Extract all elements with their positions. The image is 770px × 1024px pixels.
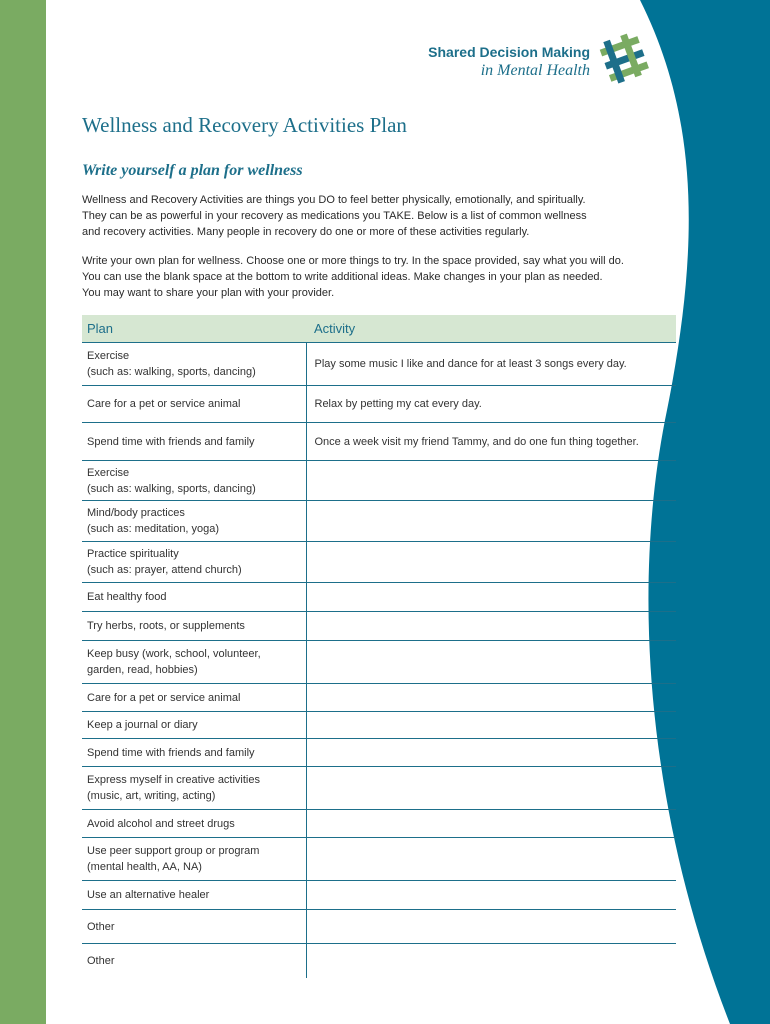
plan-cell-text: Spend time with friends and family (87, 435, 255, 448)
plan-cell (82, 461, 306, 501)
activity-input-cell[interactable] (306, 501, 676, 542)
plan-cell-text: Use an alternative healer (87, 889, 210, 901)
activity-input-cell[interactable] (306, 810, 676, 838)
plan-cell-text: (such as: meditation, yoga) (87, 523, 220, 535)
plan-cell-text: Other (87, 920, 115, 933)
intro-line: Wellness and Recovery Activities are things you DO to feel better physically, emotionally, and spiritually. (82, 194, 586, 206)
plan-cell (82, 910, 306, 944)
plan-table-body (82, 343, 676, 978)
plan-cell (82, 881, 306, 910)
table-row (82, 612, 676, 641)
table-row (82, 542, 676, 583)
table-row (82, 712, 676, 739)
activity-cell-text: Once a week visit my friend Tammy, and do one fun thing together. (314, 435, 639, 448)
plan-cell (82, 767, 306, 810)
table-row (82, 810, 676, 838)
plan-cell-text: (such as: prayer, attend church) (87, 564, 242, 576)
plan-cell (82, 810, 306, 838)
plan-cell (82, 641, 306, 684)
plan-cell-text: Express myself in creative activities (87, 774, 260, 786)
table-row (82, 684, 676, 712)
plan-cell-text: Keep a journal or diary (87, 719, 198, 731)
logo (400, 32, 650, 88)
activity-input-cell[interactable] (306, 739, 676, 767)
logo-line-2: in Mental Health (480, 62, 590, 79)
table-row (82, 501, 676, 542)
activity-input-cell[interactable] (306, 944, 676, 978)
intro-line: They can be as powerful in your recovery as medications you TAKE. Below is a list of common wellness (82, 210, 587, 222)
plan-cell-text: Use peer support group or program (87, 845, 260, 857)
plan-cell (82, 386, 306, 423)
plan-cell-text: (music, art, writing, acting) (87, 790, 216, 802)
example-row (82, 386, 676, 423)
left-accent-bar (0, 0, 46, 1024)
plan-column-header: Plan (82, 315, 306, 343)
activity-cell (306, 343, 676, 386)
intro-paragraph (82, 192, 682, 240)
activity-cell (306, 423, 676, 461)
table-row (82, 767, 676, 810)
plan-cell-text: Spend time with friends and family (87, 746, 255, 759)
table-row (82, 461, 676, 501)
activity-input-cell[interactable] (306, 612, 676, 641)
table-row (82, 583, 676, 612)
activity-input-cell[interactable] (306, 542, 676, 583)
example-row (82, 423, 676, 461)
plan-cell (82, 343, 306, 386)
plan-cell (82, 838, 306, 881)
woven-square-icon (598, 32, 650, 84)
plan-cell-text: Mind/body practices (87, 507, 185, 519)
plan-cell-text: Eat healthy food (87, 591, 167, 603)
plan-cell (82, 612, 306, 641)
activity-cell-text: Play some music I like and dance for at least 3 songs every day. (314, 358, 627, 370)
plan-table (82, 315, 676, 978)
activity-input-cell[interactable] (306, 461, 676, 501)
instructions-line: You can use the blank space at the bottom to write additional ideas. Make changes in your plan as needed. (82, 271, 603, 283)
activity-input-cell[interactable] (306, 641, 676, 684)
table-row (82, 641, 676, 684)
activity-cell-text: Relax by petting my cat every day. (314, 398, 482, 410)
plan-cell-text: (mental health, AA, NA) (87, 861, 202, 873)
plan-cell-text: (such as: walking, sports, dancing) (87, 366, 256, 378)
table-row (82, 838, 676, 881)
table-row (82, 910, 676, 944)
plan-cell (82, 542, 306, 583)
plan-cell-text: Practice spirituality (87, 548, 179, 560)
plan-cell (82, 684, 306, 712)
plan-cell-text: Exercise (87, 350, 130, 362)
activity-input-cell[interactable] (306, 767, 676, 810)
plan-cell (82, 583, 306, 612)
activity-input-cell[interactable] (306, 838, 676, 881)
plan-cell (82, 944, 306, 978)
table-header-row (82, 315, 676, 343)
plan-cell-text: Try herbs, roots, or supplements (87, 620, 245, 632)
activity-cell (306, 386, 676, 423)
activity-input-cell[interactable] (306, 583, 676, 612)
example-row (82, 343, 676, 386)
logo-line-1: Shared Decision Making (428, 44, 590, 60)
instructions-paragraph (82, 253, 682, 301)
table-row (82, 881, 676, 910)
activity-input-cell[interactable] (306, 881, 676, 910)
page-title: Wellness and Recovery Activities Plan (82, 113, 407, 137)
activity-input-cell[interactable] (306, 684, 676, 712)
instructions-line: Write your own plan for wellness. Choose one or more things to try. In the space provided, say what you will do. (82, 255, 624, 267)
plan-cell-text: Keep busy (work, school, volunteer, (87, 648, 261, 660)
plan-cell-text: Other (87, 954, 115, 967)
activity-input-cell[interactable] (306, 910, 676, 944)
activity-input-cell[interactable] (306, 712, 676, 739)
table-row (82, 739, 676, 767)
table-row (82, 944, 676, 978)
plan-cell (82, 423, 306, 461)
instructions-line: You may want to share your plan with your provider. (82, 287, 335, 299)
plan-cell (82, 739, 306, 767)
plan-cell-text: Care for a pet or service animal (87, 398, 241, 410)
intro-line: and recovery activities. Many people in recovery do one or more of these activities regularly. (82, 226, 530, 238)
plan-cell (82, 712, 306, 739)
activity-column-header: Activity (306, 315, 676, 343)
page-subtitle: Write yourself a plan for wellness (82, 162, 303, 179)
plan-cell-text: Avoid alcohol and street drugs (87, 817, 235, 830)
plan-cell-text: Exercise (87, 466, 130, 479)
plan-cell-text: Care for a pet or service animal (87, 691, 241, 704)
plan-cell-text: garden, read, hobbies) (87, 664, 198, 676)
plan-cell (82, 501, 306, 542)
plan-cell-text: (such as: walking, sports, dancing) (87, 482, 256, 495)
